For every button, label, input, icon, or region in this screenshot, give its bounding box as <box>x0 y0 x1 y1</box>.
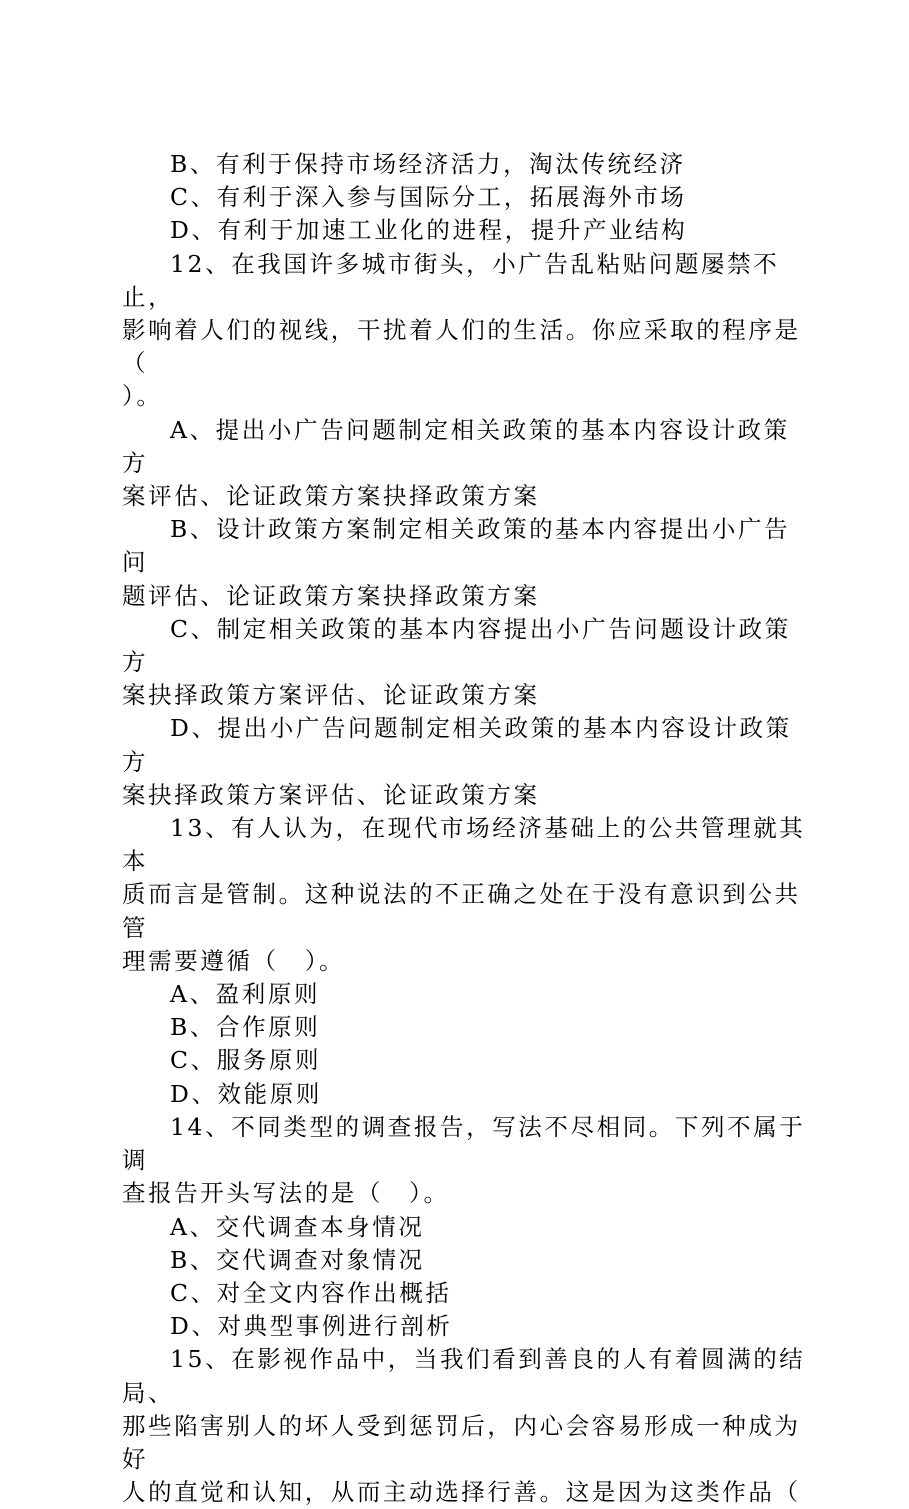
option-line: D、效能原则 <box>170 1079 322 1108</box>
option-line: D、有利于加速工业化的进程，提升产业结构 <box>170 216 688 245</box>
question-15-line: 15、在影视作品中，当我们看到善良的人有着圆满的结局、 <box>122 1345 806 1407</box>
option-line: C、制定相关政策的基本内容提出小广告问题设计政策方 <box>122 614 791 677</box>
option-line: C、对全文内容作出概括 <box>170 1278 452 1307</box>
option-line: 案抉择政策方案评估、论证政策方案 <box>122 780 540 809</box>
option-line: A、交代调查本身情况 <box>170 1212 425 1241</box>
option-line: A、提出小广告问题制定相关政策的基本内容设计政策方 <box>122 415 790 477</box>
question-13-line: 质而言是管制。这种说法的不正确之处在于没有意识到公共管 <box>122 880 801 942</box>
option-line: C、服务原则 <box>170 1046 322 1075</box>
option-line: C、有利于深入参与国际分工，拓展海外市场 <box>170 183 687 212</box>
option-line: 案评估、论证政策方案抉择政策方案 <box>122 482 540 511</box>
option-line: D、对典型事例进行剖析 <box>170 1312 453 1341</box>
question-13-line: 理需要遵循（ ）。 <box>122 946 346 975</box>
option-line: B、有利于保持市场经济活力，淘汰传统经济 <box>170 150 686 178</box>
question-14-line: 查报告开头写法的是（ ）。 <box>122 1179 450 1208</box>
question-14-line: 14、不同类型的调查报告，写法不尽相同。下列不属于调 <box>122 1112 806 1175</box>
option-line: A、盈利原则 <box>170 980 321 1009</box>
question-13-line: 13、有人认为，在现代市场经济基础上的公共管理就其本 <box>122 814 806 876</box>
option-line: B、设计政策方案制定相关政策的基本内容提出小广告问 <box>122 515 791 577</box>
option-line: B、交代调查对象情况 <box>170 1245 425 1274</box>
option-line: D、提出小广告问题制定相关政策的基本内容设计政策方 <box>122 714 792 776</box>
option-line: B、合作原则 <box>170 1013 321 1042</box>
question-12-line: 影响着人们的视线，干扰着人们的生活。你应采取的程序是（ <box>122 316 801 378</box>
document-body <box>122 148 812 1509</box>
option-line: 案抉择政策方案评估、论证政策方案 <box>122 681 540 710</box>
question-15-line: 人的直觉和认知，从而主动选择行善。这是因为这类作品（ <box>122 1478 801 1507</box>
question-15-line: 那些陷害别人的坏人受到惩罚后，内心会容易形成一种成为好 <box>122 1411 801 1473</box>
question-12-line: 12、在我国许多城市街头，小广告乱粘贴问题屡禁不止， <box>122 249 780 311</box>
option-line: 题评估、论证政策方案抉择政策方案 <box>122 581 540 610</box>
question-12-line: ）。 <box>122 382 163 411</box>
